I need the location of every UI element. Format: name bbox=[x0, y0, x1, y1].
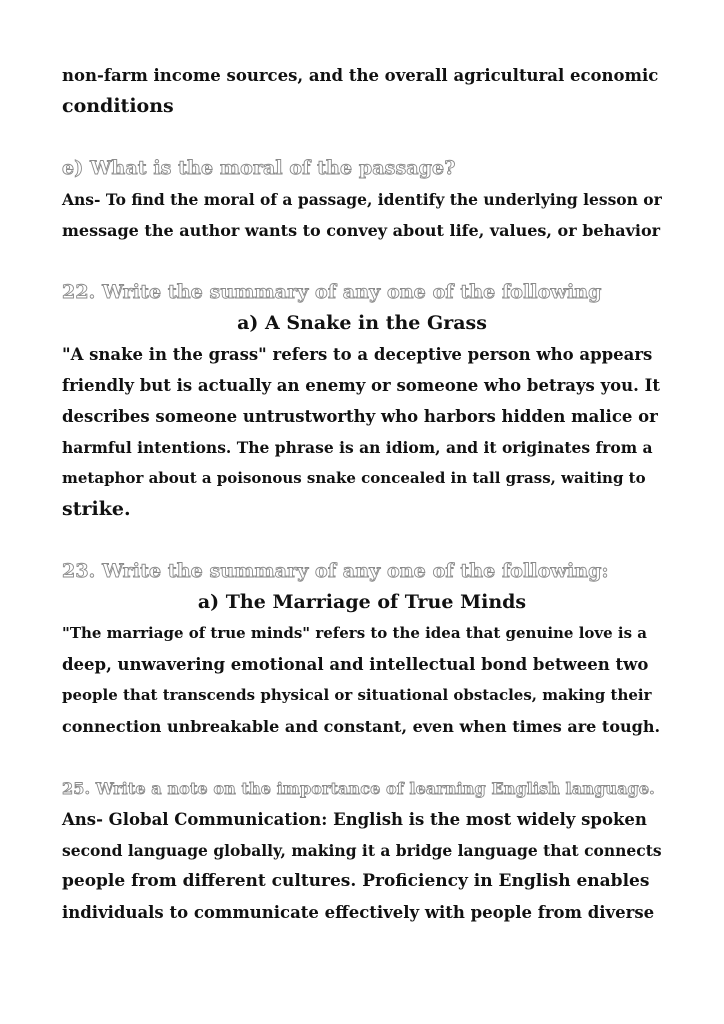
question-heading: 22. Write the summary of any one of the following bbox=[62, 281, 602, 303]
summary-line: strike. bbox=[62, 498, 131, 520]
answer-line: message the author wants to convey about life, values, or behavior bbox=[62, 221, 661, 240]
summary-title: a) The Marriage of True Minds bbox=[197, 591, 527, 613]
question-22-section bbox=[62, 277, 662, 525]
answer-line: people from different cultures. Proficiency in English enables bbox=[62, 871, 650, 891]
question-23-section bbox=[62, 556, 662, 742]
summary-line: deep, unwavering emotional and intellectual bond between two bbox=[62, 655, 649, 674]
text-line: non-farm income sources, and the overall agricultural economic bbox=[62, 66, 659, 85]
question-heading: 25. Write a note on the importance of learning English language. bbox=[62, 779, 655, 798]
answer-line: Ans- To find the moral of a passage, identify the underlying lesson or bbox=[62, 190, 662, 209]
answer-line: second language globally, making it a bridge language that connects bbox=[62, 841, 662, 860]
summary-title: a) A Snake in the Grass bbox=[237, 312, 487, 334]
summary-line: describes someone untrustworthy who harbors hidden malice or bbox=[62, 407, 658, 426]
question-25-section bbox=[62, 773, 662, 928]
summary-line: connection unbreakable and constant, even when times are tough. bbox=[62, 717, 661, 736]
answer-line: Ans- Global Communication: English is the most widely spoken bbox=[62, 810, 647, 829]
summary-line: "A snake in the grass" refers to a deceptive person who appears bbox=[62, 345, 653, 364]
document-page bbox=[62, 60, 662, 928]
summary-line: harmful intentions. The phrase is an idiom, and it originates from a bbox=[62, 438, 653, 457]
answer-line: individuals to communicate effectively with people from diverse bbox=[62, 903, 655, 922]
question-heading: e) What is the moral of the passage? bbox=[62, 157, 456, 179]
summary-line: "The marriage of true minds" refers to the idea that genuine love is a bbox=[62, 624, 647, 642]
intro-paragraph bbox=[62, 60, 662, 122]
question-e-section bbox=[62, 153, 662, 246]
summary-line: people that transcends physical or situational obstacles, making their bbox=[62, 686, 652, 704]
text-line: conditions bbox=[62, 95, 174, 117]
question-heading: 23. Write the summary of any one of the following: bbox=[62, 560, 609, 582]
summary-line: metaphor about a poisonous snake concealed in tall grass, waiting to bbox=[62, 469, 646, 487]
summary-line: friendly but is actually an enemy or someone who betrays you. It bbox=[62, 376, 660, 395]
